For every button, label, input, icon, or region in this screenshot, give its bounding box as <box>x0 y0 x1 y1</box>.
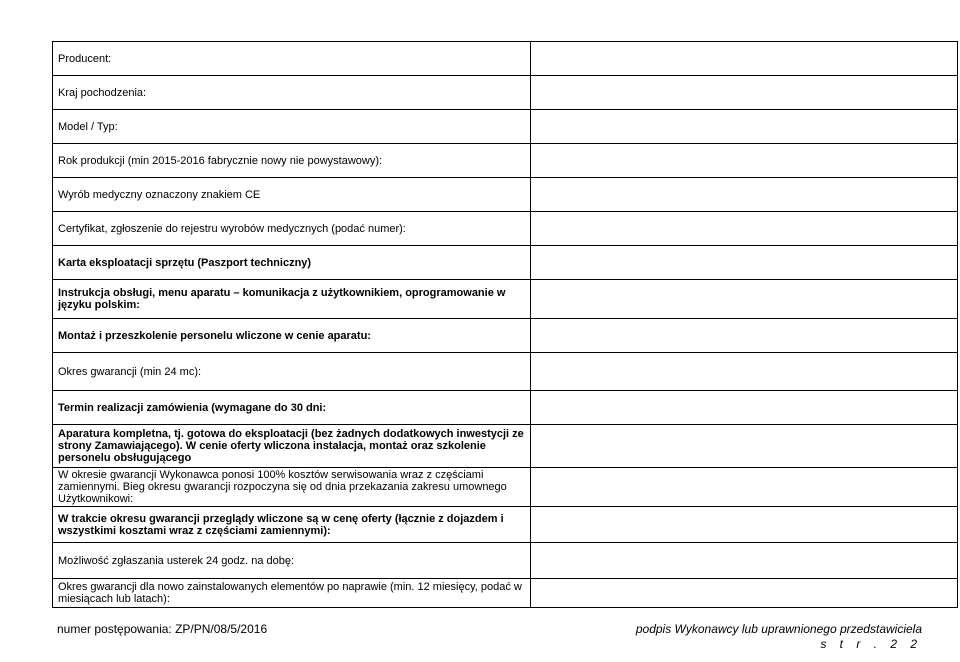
row-value-cell[interactable] <box>531 391 958 425</box>
row-value-cell[interactable] <box>531 319 958 353</box>
row-label <box>53 425 531 468</box>
table-row <box>53 76 958 110</box>
row-value-cell[interactable] <box>531 246 958 280</box>
row-value-cell[interactable] <box>531 579 958 608</box>
row-label-part: W cenie oferty wliczona instalacja, montaż oraz szkolenie personelu obsługującego <box>58 440 486 464</box>
table-row <box>53 178 958 212</box>
procedure-number: numer postępowania: ZP/PN/08/5/2016 <box>57 622 268 636</box>
table-row <box>53 144 958 178</box>
row-value-cell[interactable] <box>531 507 958 543</box>
table-row <box>53 212 958 246</box>
row-label: Rok produkcji (min 2015-2016 fabrycznie nowy nie powystawowy): <box>53 144 531 178</box>
row-value-cell[interactable] <box>531 212 958 246</box>
table-row <box>53 543 958 579</box>
row-label: Możliwość zgłaszania usterek 24 godz. na dobę: <box>53 543 531 579</box>
table-row <box>53 110 958 144</box>
row-label-part: Aparatura kompletna, tj. gotowa do eksploatacji (bez żadnych dodatkowych inwestycji ze strony Zamawiającego). <box>58 428 524 452</box>
row-label: Instrukcja obsługi, menu aparatu – komunikacja z użytkownikiem, oprogramowanie w języku polskim: <box>53 280 531 319</box>
table-row <box>53 246 958 280</box>
table-row <box>53 353 958 391</box>
table-row <box>53 280 958 319</box>
specification-table <box>52 41 958 608</box>
row-value-cell[interactable] <box>531 280 958 319</box>
row-label: Producent: <box>53 42 531 76</box>
row-value-cell[interactable] <box>531 468 958 507</box>
row-label: Okres gwarancji (min 24 mc): <box>53 353 531 391</box>
table-row <box>53 507 958 543</box>
row-label: Certyfikat, zgłoszenie do rejestru wyrobów medycznych (podać numer): <box>53 212 531 246</box>
table-row <box>53 391 958 425</box>
table-row <box>53 425 958 468</box>
table-row <box>53 42 958 76</box>
row-label: Okres gwarancji dla nowo zainstalowanych elementów po naprawie (min. 12 miesięcy, podać w miesiącach lub latach): <box>53 579 531 608</box>
row-label: W trakcie okresu gwarancji przeglądy wliczone są w cenę oferty (łącznie z dojazdem i wszystkimi kosztami wraz z częściami zamiennymi): <box>53 507 531 543</box>
row-value-cell[interactable] <box>531 42 958 76</box>
table-row <box>53 468 958 507</box>
row-value-cell[interactable] <box>531 76 958 110</box>
row-value-cell[interactable] <box>531 144 958 178</box>
row-label: Karta eksploatacji sprzętu (Paszport techniczny) <box>53 246 531 280</box>
page-number: s t r . 2 2 <box>820 637 922 651</box>
row-value-cell[interactable] <box>531 178 958 212</box>
row-label: Model / Typ: <box>53 110 531 144</box>
row-label: Montaż i przeszkolenie personelu wliczone w cenie aparatu: <box>53 319 531 353</box>
table-row <box>53 579 958 608</box>
row-label: W okresie gwarancji Wykonawca ponosi 100% kosztów serwisowania wraz z częściami zamiennymi. Bieg okresu gwarancji rozpoczyna się od dnia przekazania zakresu umownego Użytkownikowi: <box>53 468 531 507</box>
row-value-cell[interactable] <box>531 353 958 391</box>
row-label: Termin realizacji zamówienia (wymagane do 30 dni: <box>53 391 531 425</box>
row-label: Wyrób medyczny oznaczony znakiem CE <box>53 178 531 212</box>
row-label: Kraj pochodzenia: <box>53 76 531 110</box>
signature-caption: podpis Wykonawcy lub uprawnionego przedstawiciela <box>635 622 922 636</box>
table-row <box>53 319 958 353</box>
row-value-cell[interactable] <box>531 425 958 468</box>
row-value-cell[interactable] <box>531 543 958 579</box>
row-value-cell[interactable] <box>531 110 958 144</box>
